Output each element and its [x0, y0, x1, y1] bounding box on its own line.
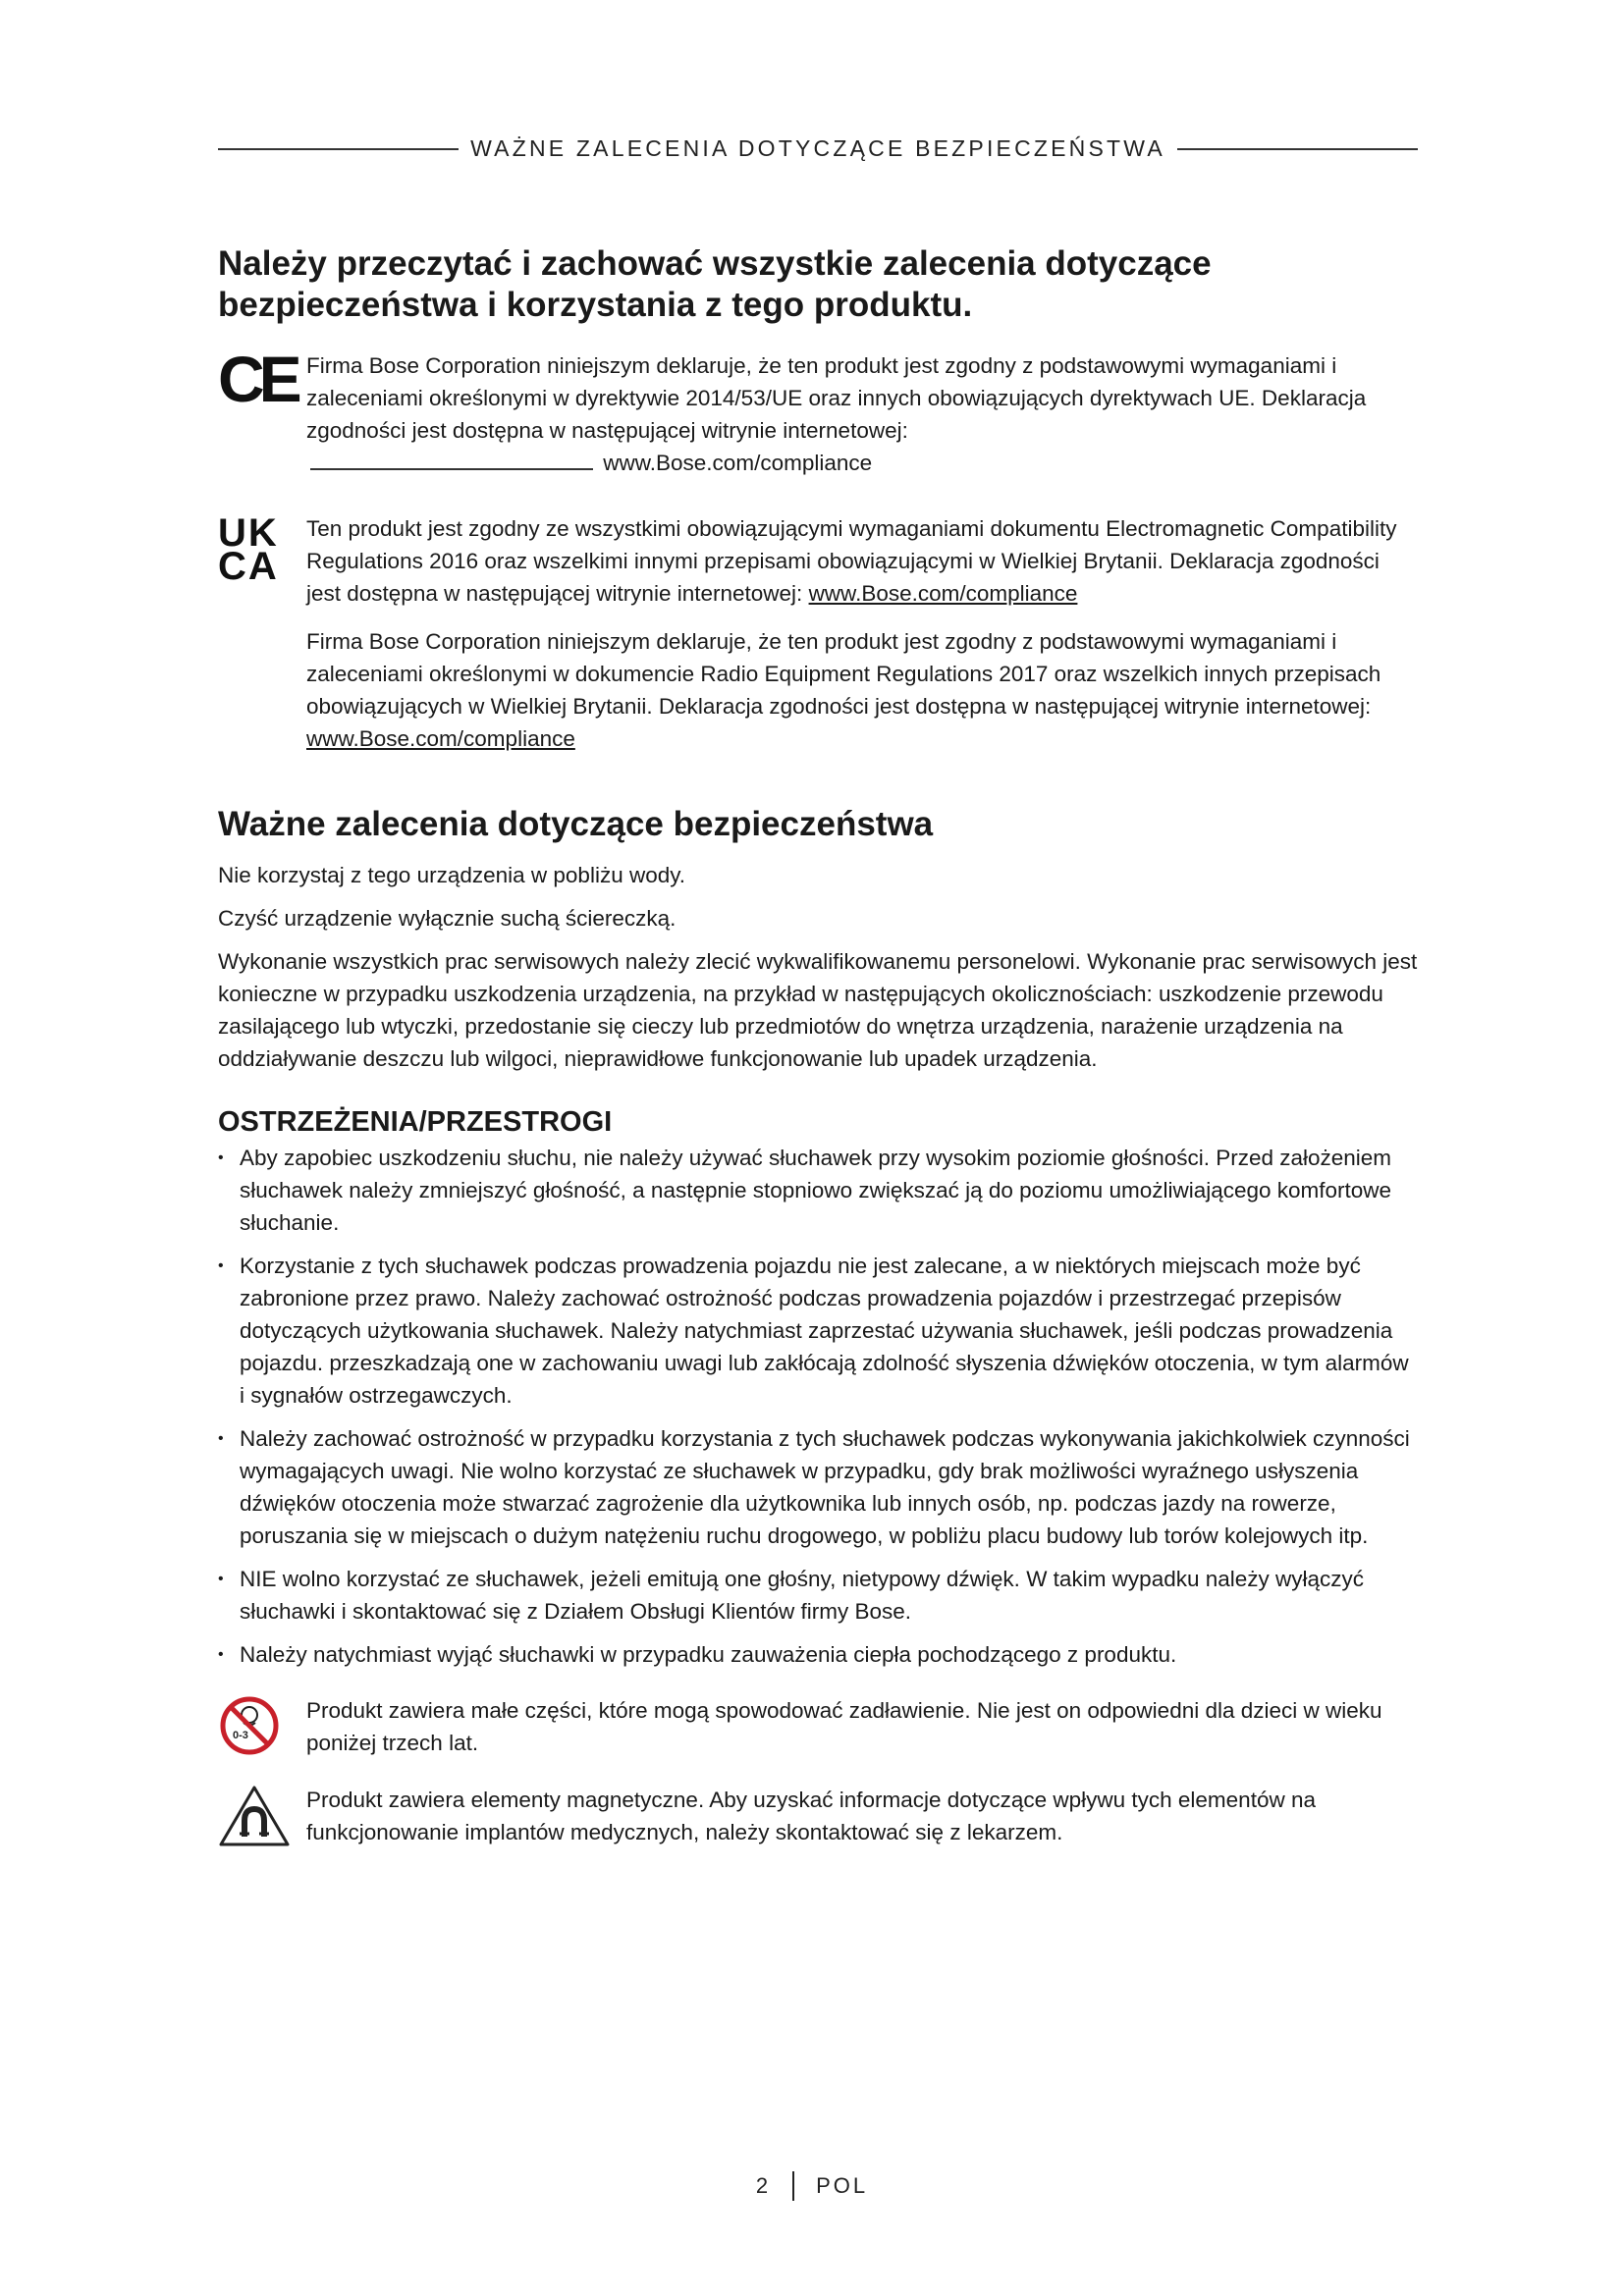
safety-service-text: Wykonanie wszystkich prac serwisowych należy zlecić wykwalifikowanemu personelowi. Wykonanie prac serwisowych jest konieczne w przypadku uszkodzenia urządzenia, na przykład w następujących okolicznościach: uszkodzenie przewodu zasilającego lub wtyczki, przedostanie się cieczy lub przedmiotów do wnętrza urządzenia, narażenie urządzenia na oddziaływanie deszczu lub wilgoci, nieprawidłowe funkcjonowanie lub upadek urządzenia.	[218, 949, 1418, 1071]
page-content	[218, 243, 1418, 1853]
page-header	[218, 135, 1418, 162]
ukca-compliance-link-2[interactable]: www.Bose.com/compliance	[306, 726, 575, 751]
language-code: POL	[816, 2173, 869, 2198]
choking-age-label: 0-3	[233, 1730, 248, 1741]
header-title: WAŻNE ZALECENIA DOTYCZĄCE BEZPIECZEŃSTWA	[470, 135, 1165, 161]
choking-warning	[218, 1694, 1418, 1762]
magnet-warning-icon	[218, 1784, 291, 1848]
intro-heading	[218, 243, 1418, 326]
ukca-declaration	[218, 512, 1418, 755]
ukca-radio-text: Firma Bose Corporation niniejszym deklaruje, że ten produkt jest zgodny z podstawowymi wymaganiami i zaleceniami określonymi w dokumencie Radio Equipment Regulations 2017 oraz wszelkich innych przepisach obowiązujących w Wielkiej Brytanii. Deklaracja zgodności jest dostępna w następującej witrynie internetowej:	[306, 629, 1381, 719]
ce-blank-line	[310, 447, 593, 470]
safety-water-text: Nie korzystaj z tego urządzenia w pobliżu wody.	[218, 863, 686, 887]
ce-declaration-text: Firma Bose Corporation niniejszym deklaruje, że ten produkt jest zgodny z podstawowymi wymaganiami i zaleceniami określonymi w dyrektywie 2014/53/UE oraz innych obowiązujących dyrektywach UE. Deklaracja zgodności jest dostępna w następującej witrynie internetowej:	[306, 353, 1367, 443]
warning-item: • NIE wolno korzystać ze słuchawek, jeżeli emitują one głośny, nietypowy dźwięk. W takim wypadku należy wyłączyć słuchawki i skontaktować się z Działem Obsługi Klientów firmy Bose.	[218, 1563, 1418, 1628]
ukca-emc-text: Ten produkt jest zgodny ze wszystkimi obowiązującymi wymaganiami dokumentu Electromagnetic Compatibility Regulations 2016 oraz wszelkimi innymi przepisami obowiązującymi w Wielkiej Brytanii. Deklaracja zgodności jest dostępna w następującej witrynie internetowej:	[306, 516, 1397, 606]
magnet-text: Produkt zawiera elementy magnetyczne. Aby uzyskać informacje dotyczące wpływu tych elementów na funkcjonowanie implantów medycznych, należy skontaktować się z lekarzem.	[306, 1788, 1316, 1844]
footer-separator	[792, 2171, 794, 2201]
page-footer	[0, 2171, 1624, 2201]
header-rule-right	[1177, 148, 1418, 150]
intro-heading-line2: bezpieczeństwa i korzystania z tego produktu.	[218, 286, 973, 324]
page-number: 2	[755, 2173, 772, 2198]
warning-item: • Aby zapobiec uszkodzeniu słuchu, nie należy używać słuchawek przy wysokim poziomie głośności. Przed założeniem słuchawek należy zmniejszyć głośność, a następnie stopniowo zwiększać ją do poziomu umożliwiającego komfortowe słuchanie.	[218, 1142, 1418, 1239]
ce-compliance-link[interactable]: www.Bose.com/compliance	[603, 451, 873, 475]
warnings-heading: OSTRZEŻENIA/PRZESTROGI	[218, 1106, 613, 1138]
safety-clean-text: Czyść urządzenie wyłącznie suchą ściereczką.	[218, 906, 677, 931]
choking-text: Produkt zawiera małe części, które mogą spowodować zadławienie. Nie jest on odpowiedni dla dzieci w wieku poniżej trzech lat.	[306, 1698, 1382, 1755]
ce-declaration	[218, 343, 1418, 479]
ce-mark-icon: CE	[218, 343, 297, 415]
warnings-list	[218, 1142, 1418, 1671]
warning-item: • Korzystanie z tych słuchawek podczas prowadzenia pojazdu nie jest zalecane, a w niektórych miejscach może być zabronione przez prawo. Należy zachować ostrożność podczas prowadzenia pojazdów i przestrzegać przepisów dotyczących użytkowania słuchawek. Należy natychmiast zaprzestać używania słuchawek, jeśli podczas prowadzenia pojazdu. przeszkadzają one w zachowaniu uwagi lub zakłócają zdolność słyszenia dźwięków otoczenia, w tym alarmów i sygnałów ostrzegawczych.	[218, 1250, 1418, 1412]
warning-item: • Należy natychmiast wyjąć słuchawki w przypadku zauważenia ciepła pochodzącego z produktu.	[218, 1638, 1418, 1671]
ukca-mark-icon: UK CA	[218, 511, 279, 588]
header-rule-left	[218, 148, 459, 150]
warning-item: • Należy zachować ostrożność w przypadku korzystania z tych słuchawek podczas wykonywania jakichkolwiek czynności wymagających uwagi. Nie wolno korzystać ze słuchawek w przypadku, gdy brak możliwości wyraźnego usłyszenia dźwięków otoczenia może stwarzać zagrożenie dla użytkownika lub innych osób, np. podczas jazdy na rowerze, poruszania się w miejscach o dużym natężeniu ruchu drogowego, w pobliżu placu budowy lub torów kolejowych itp.	[218, 1422, 1418, 1552]
magnet-warning	[218, 1784, 1418, 1853]
ukca-compliance-link-1[interactable]: www.Bose.com/compliance	[808, 581, 1078, 606]
intro-heading-line1: Należy przeczytać i zachować wszystkie zalecenia dotyczące	[218, 244, 1212, 283]
choking-hazard-icon	[218, 1694, 281, 1757]
safety-heading: Ważne zalecenia dotyczące bezpieczeństwa	[218, 805, 934, 843]
